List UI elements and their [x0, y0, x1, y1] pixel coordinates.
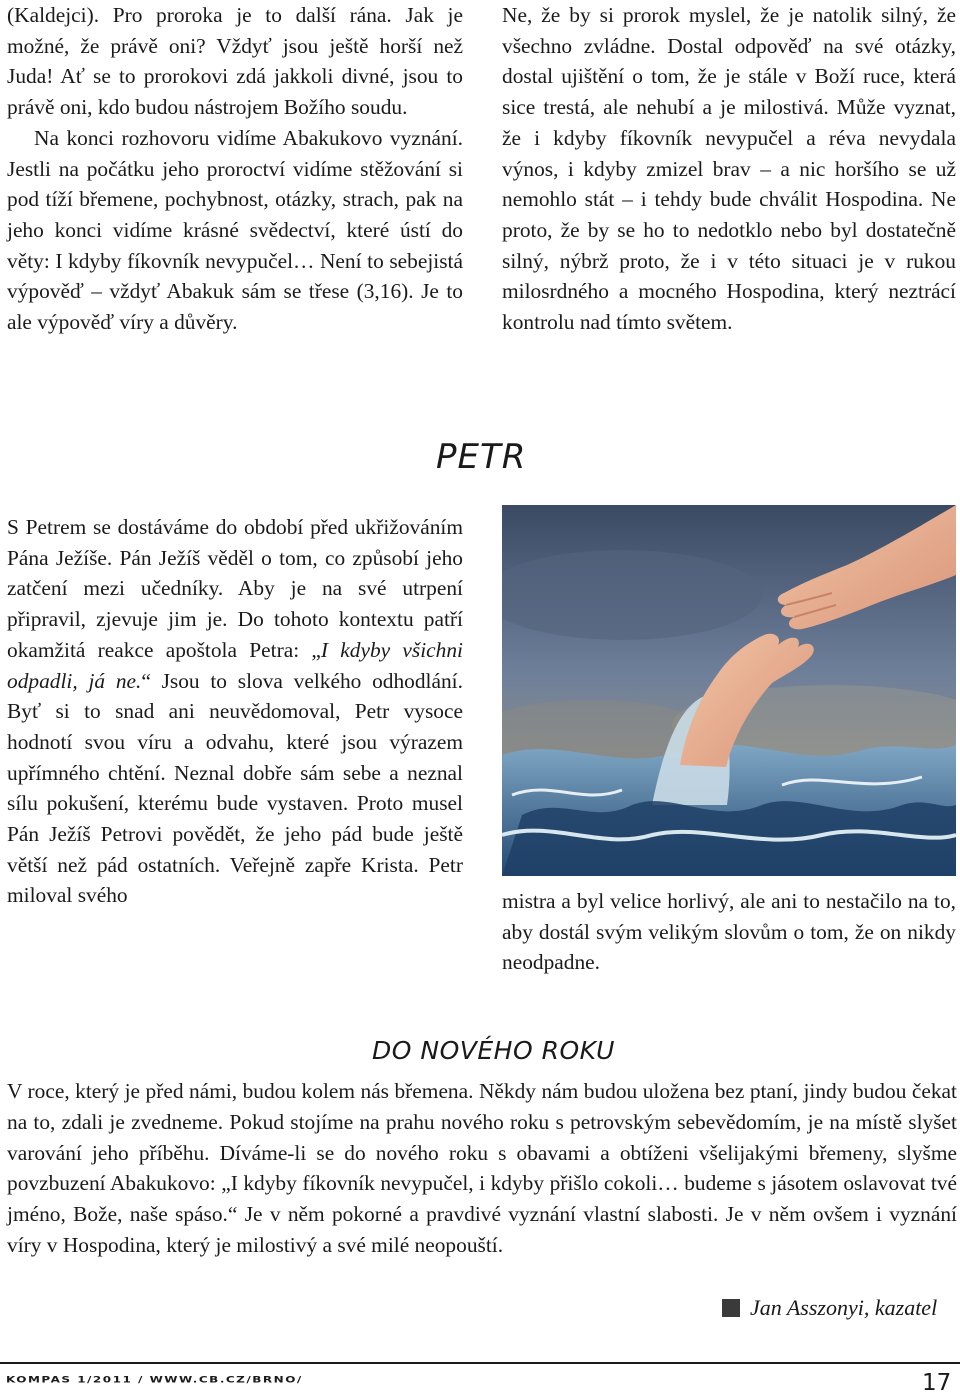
paragraph: Ne, že by si prorok myslel, že je natolik silný, že všechno zvládne. Dostal odpověď na své otázky, dostal ujištění o tom, že je stále v Boží ruce, která sice trestá, ale nehubí a je milostivá. Může vyznat, že i kdyby fíkovník nevypučel a réva nevydala výnos, i kdyby zmizel brav – a nic horšího se už nemohlo stát – i tehdy bude chválit Hospodina. Ne proto, že by se ho to nedotklo nebo byl dostatečně silný, nýbrž proto, že i v této situaci je v rukou milosrdného a mocného Hospodina, který neztrácí kontrolu nad tímto světem. [502, 3, 956, 335]
peter-quote: I kdyby všichni odpadli, já ne. [7, 637, 464, 693]
paragraph: Na konci rozhovoru vidíme Abakukovo vyznání. Jestli na počátku jeho proroctví vidíme stěžování si pod tíží břemene, pochybnost, otázky, strach, pak na jeho konci vidíme krásné svědectví, které ústí do věty: I kdyby fíkovník nevypučel… Není to sebejistá výpověď – vždyť Abakuk sám se třese (3,16). Je to ale výpověď víry a důvěry. [7, 125, 463, 335]
page-number: 17 [922, 1370, 952, 1396]
column-petr-left [7, 512, 463, 911]
new-year-text [7, 1076, 957, 1261]
section-heading-new-year: DO NOVÉHO ROKU [372, 1036, 615, 1065]
footer-publication: KOMPAS 1/2011 / WWW.CB.CZ/BRNO/ [6, 1374, 303, 1385]
square-bullet-icon [722, 1299, 740, 1317]
column-top-right [502, 0, 956, 338]
footer-divider [0, 1362, 960, 1364]
text-run: S Petrem se dostáváme do období před ukřižováním Pána Ježíše. Pán Ježíš věděl o tom, co způsobí jeho zatčení mezi učedníky. Aby je na své utrpení připravil, zjevuje jim je. Do tohoto kontextu patří okamžitá reakce apoštola Petra: „ [7, 515, 463, 662]
section-heading-petr: PETR [436, 437, 527, 477]
paragraph: mistra a byl velice horlivý, ale ani to nestačilo na to, aby dostál svým velikým slovům o tom, že on nikdy neodpadne. [502, 889, 956, 975]
paragraph: (Kaldejci). Pro proroka je to další rána. Jak je možné, že právě oni? Vždyť jsou ještě horší než Juda! Ať se to prorokovi zdá jakkoli divné, jsou to právě oni, kdo budou nástrojem Božího soudu. [7, 3, 463, 120]
hands-illustration [502, 505, 956, 876]
paragraph: V roce, který je před námi, budou kolem nás břemena. Někdy nám budou uložena bez ptaní, jindy budou čekat na to, zdali je zvedneme. Pokud stojíme na prahu nového roku s petrovským sebevědomím, je na místě slyšet varování jeho příběhu. Díváme-li se do nového roku s obavami a obtíženi všelijakými břemeny, slyšme povzbuzení Abakukovo: „I kdyby fíkovník nevypučel, i kdyby přišlo cokoli… budeme s jásotem oslavovat tvé jméno, Bože, naše spáso.“ Je v něm pokorné a pravdivé vyznání vlastní slabosti. Je v něm ovšem i vyznání víry v Hospodina, který je milostivý a své milé neopouští. [7, 1079, 957, 1257]
paragraph [7, 512, 463, 911]
column-top-left [7, 0, 463, 338]
column-petr-right [502, 886, 956, 978]
author-signature [722, 1293, 958, 1327]
author-name: Jan Asszonyi, kazatel [750, 1295, 938, 1320]
text-run: “ Jsou to slova velkého odhodlání. Byť si to snad ani neuvědomoval, Petr vysoce hodnotí svou víru a odvahu, které jsou výrazem upřímného chtění. Neznal dobře sám sebe a neznal sílu pokušení, kterému bude vystaven. Proto musel Pán Ježíš Petrovi povědět, že jeho pád bude ještě větší než pád ostatních. Veřejně zapře Krista. Petr miloval svého [7, 668, 463, 908]
